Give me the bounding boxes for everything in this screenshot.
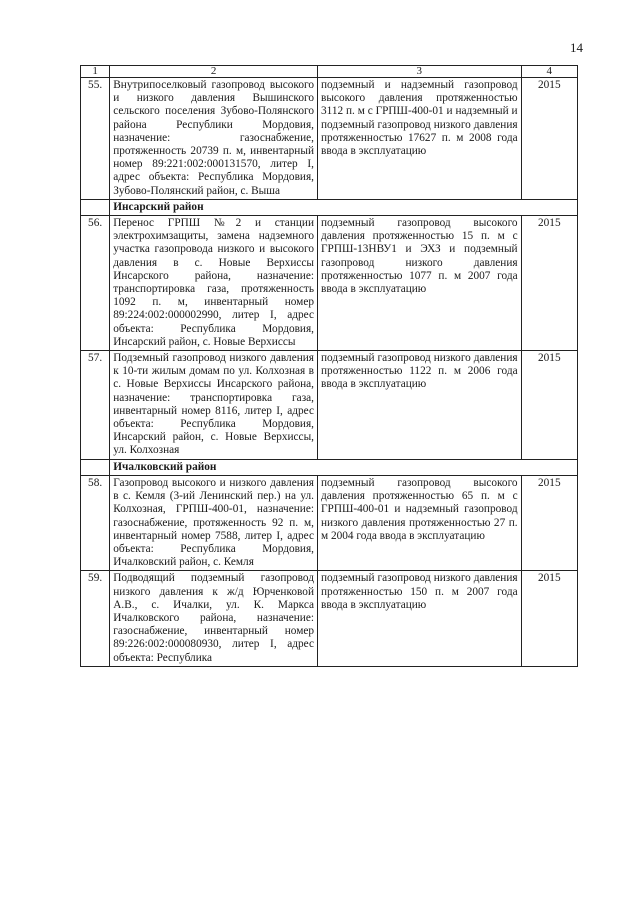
object-description: Перенос ГРПШ №2 и станции электрохимзащиты, замена надземного участка газопровода низкого и высокого давления в с. Новые Верхиссы Инсарского района, назначение: транспортировка газа, протяженность 1092 п. м, инвентарный номер 89:224:002:000002990, литер I, адрес объекта: Республика Мордовия, Инсарский район, с. Новые Верхиссы [110,216,318,351]
object-description: Подземный газопровод низкого давления к 10-ти жилым домам по ул. Колхозная в с. Новые Верхиссы Инсарского района, назначение: транспортировка газа, инвентарный номер 8116, литер I, адрес объекта: Республика Мордовия, Инсарский район, с. Новые Верхиссы, ул. Колхозная [110,351,318,460]
object-description: Подводящий подземный газопровод низкого давления к ж/д Юрченковой А.В., с. Ичалки, ул. К. Маркса Ичалковского района, назначение: газоснабжение, инвентарный номер 89:226:002:000080930, литер I, адрес объекта: Республика [110,571,318,666]
section-title: Ичалковский район [110,459,578,475]
header-cell: 1 [81,66,110,78]
property-table [80,65,578,667]
table-row [81,216,578,351]
technical-details: подземный газопровод высокого давления протяженностью 65 п. м с ГРПШ-400-01 и надземный газопровод низкого давления протяженностью 27 п. м 2004 года ввода в эксплуатацию [318,475,522,570]
header-cell: 3 [318,66,522,78]
header-cell: 2 [110,66,318,78]
year-cell: 2015 [521,475,577,570]
section-empty-cell [81,459,110,475]
object-description: Внутрипоселковый газопровод высокого и низкого давления Вышинского сельского поселения Зубово-Полянского района Республики Мордовия, назначение: газоснабжение, протяженность 20739 п. м, инвентарный номер 89:221:002:000131570, литер I, адрес объекта: Республика Мордовия, Зубово-Полянский район, с. Выша [110,78,318,200]
section-empty-cell [81,199,110,215]
row-number: 58. [81,475,110,570]
section-title: Инсарский район [110,199,578,215]
section-row [81,459,578,475]
table-row [81,475,578,570]
year-cell: 2015 [521,571,577,666]
row-number: 57. [81,351,110,460]
technical-details: подземный газопровод высокого давления протяженностью 15 п. м с ГРПШ-13НВУ1 и ЭХЗ и подземный газопровод низкого давления протяженностью 1077 п. м 2007 года ввода в эксплуатацию [318,216,522,351]
section-row [81,199,578,215]
table-row [81,351,578,460]
object-description: Газопровод высокого и низкого давления в с. Кемля (3-ий Ленинский пер.) на ул. Колхозная, ГРПШ-400-01, назначение: газоснабжение, протяженность 92 п. м, инвентарный номер 7588, литер I, адрес объекта: Республика Мордовия, Ичалковский район, с. Кемля [110,475,318,570]
row-number: 56. [81,216,110,351]
table-row [81,571,578,666]
year-cell: 2015 [521,351,577,460]
row-number: 55. [81,78,110,200]
header-cell: 4 [521,66,577,78]
technical-details: подземный и надземный газопровод высокого давления протяженностью 3112 п. м с ГРПШ-400-01 и надземный и подземный газопровод низкого давления протяженностью 17627 п. м 2008 года ввода в эксплуатацию [318,78,522,200]
row-number: 59. [81,571,110,666]
table-header-row [81,66,578,78]
technical-details: подземный газопровод низкого давления протяженностью 1122 п. м 2006 года ввода в эксплуатацию [318,351,522,460]
year-cell: 2015 [521,216,577,351]
table-row [81,78,578,200]
page-number: 14 [570,40,583,55]
year-cell: 2015 [521,78,577,200]
technical-details: подземный газопровод низкого давления протяженностью 150 п. м 2007 года ввода в эксплуатацию [318,571,522,666]
table-body [81,66,578,667]
